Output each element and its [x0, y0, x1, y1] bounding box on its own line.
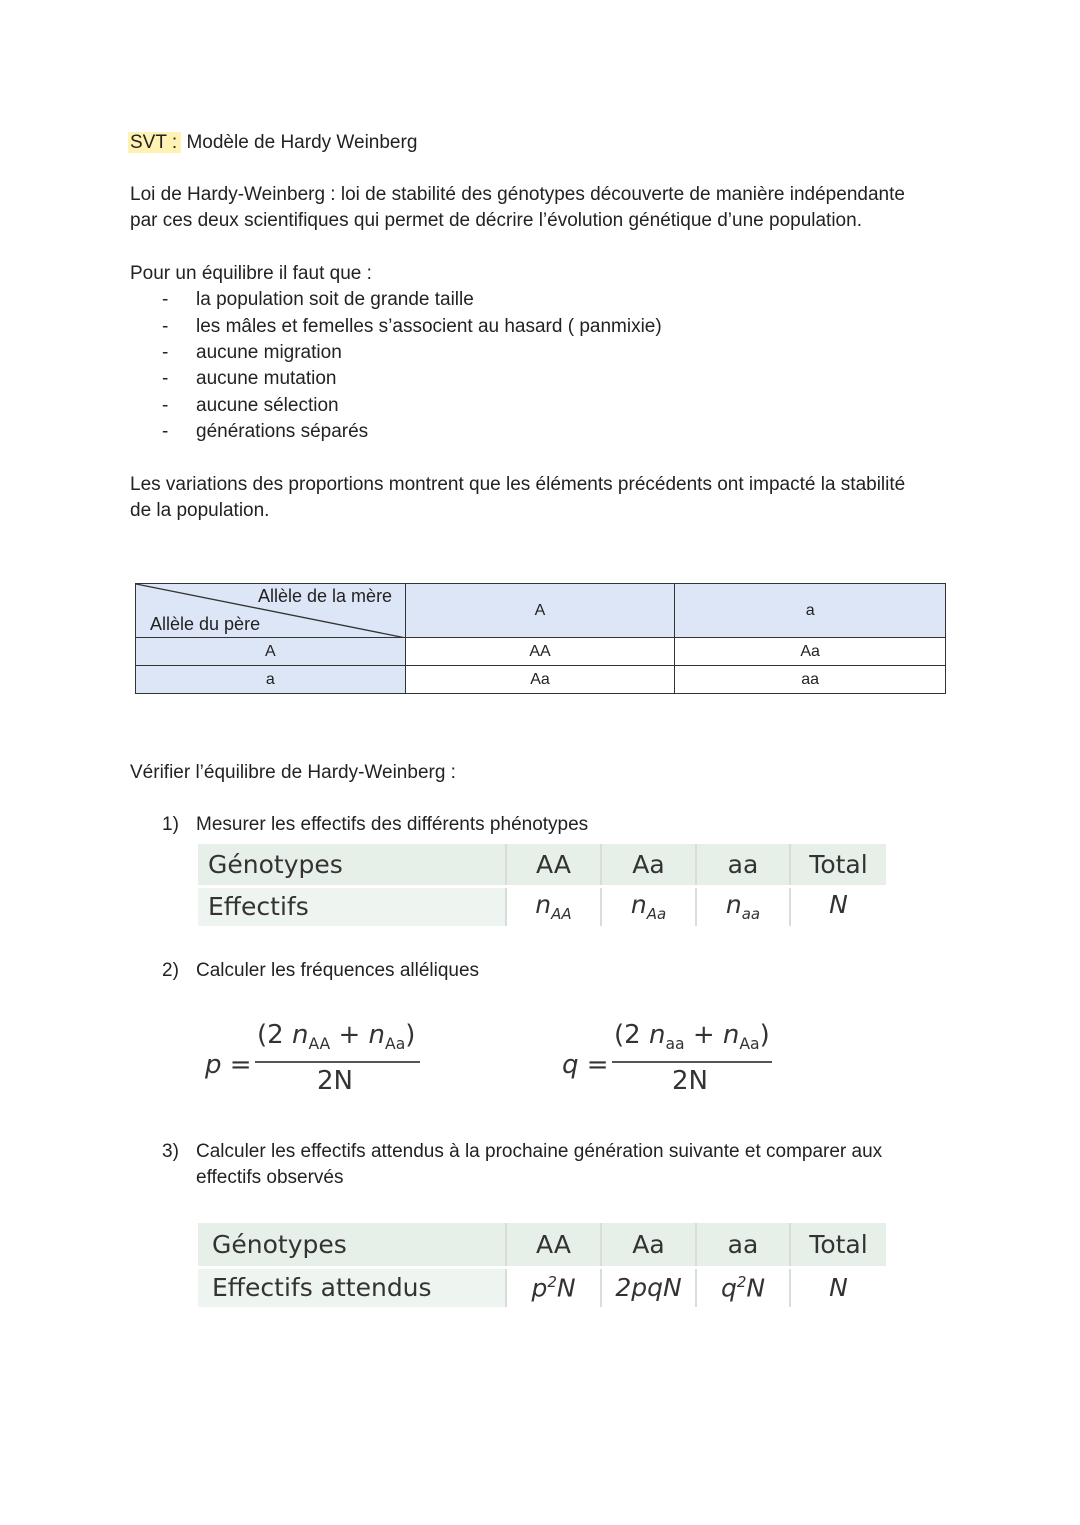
step-3-text-line-1: Calculer les effectifs attendus à la prochaine génération suivante et comparer aux — [196, 1141, 883, 1162]
punnett-square — [135, 583, 946, 694]
step-2-text: Calculer les fréquences alléliques — [196, 960, 480, 981]
condition-item: aucune mutation — [196, 368, 337, 389]
punnett-cell: AA — [405, 638, 675, 666]
table-cell: N — [790, 886, 886, 926]
punnett-corner-cell — [136, 584, 406, 638]
table-col-header: Total — [790, 844, 886, 886]
formula-numerator: (2 $n_{AA} + n_{Aa}$) — [257, 1020, 416, 1054]
genotype-count-table — [198, 844, 886, 926]
punnett-cell: Aa — [405, 666, 675, 694]
table-cell: $n_{AA}$ — [506, 886, 601, 926]
variations-line-1: Les variations des proportions montrent que les éléments précédents ont impacté la stabilité — [130, 474, 906, 495]
intro-line-2: par ces deux scientifiques qui permet de décrire l’évolution génétique d’une population. — [130, 210, 862, 231]
punnett-col-header: A — [405, 584, 675, 638]
table-col-header: Total — [790, 1223, 886, 1267]
formula-lhs: q = — [562, 1050, 609, 1080]
table-cell: $p^2N$ — [506, 1267, 601, 1307]
table-col-header: AA — [506, 844, 601, 886]
table-cell: $q^2N$ — [696, 1267, 790, 1307]
punnett-col-header: a — [675, 584, 946, 638]
variations-line-2: de la population. — [130, 500, 270, 521]
expected-count-table — [198, 1223, 886, 1307]
punnett-row-header: A — [136, 638, 406, 666]
formula-denominator: 2N — [317, 1066, 353, 1096]
table-row-label: Effectifs attendus — [198, 1267, 506, 1307]
formula-denominator: 2N — [672, 1066, 708, 1096]
table-col-header: Aa — [601, 1223, 696, 1267]
table-header-label: Génotypes — [198, 1223, 506, 1267]
step-number: 2) — [162, 960, 179, 981]
condition-item: les mâles et femelles s’associent au hasard ( panmixie) — [196, 316, 662, 337]
condition-item: aucune migration — [196, 342, 342, 363]
bullet-dash: - — [162, 316, 169, 337]
corner-label-mother: Allèle de la mère — [258, 586, 393, 606]
bullet-dash: - — [162, 368, 169, 389]
bullet-dash: - — [162, 395, 169, 416]
table-col-header: aa — [696, 844, 790, 886]
step-1-text: Mesurer les effectifs des différents phénotypes — [196, 814, 589, 835]
step-number: 3) — [162, 1141, 179, 1162]
bullet-dash: - — [162, 421, 169, 442]
punnett-cell: aa — [675, 666, 946, 694]
condition-item: générations séparés — [196, 421, 369, 442]
step-number: 1) — [162, 814, 179, 835]
step-3-text-line-2: effectifs observés — [196, 1167, 344, 1188]
bullet-dash: - — [162, 342, 169, 363]
table-col-header: Aa — [601, 844, 696, 886]
formula-p — [205, 1020, 425, 1100]
page-title — [128, 130, 417, 156]
formula-lhs: p = — [205, 1050, 252, 1080]
formula-q — [562, 1020, 777, 1100]
table-cell: $n_{aa}$ — [696, 886, 790, 926]
table-cell: N — [790, 1267, 886, 1307]
table-col-header: aa — [696, 1223, 790, 1267]
subject-highlight: SVT : — [128, 132, 181, 153]
fraction-bar — [255, 1061, 420, 1063]
bullet-dash: - — [162, 289, 169, 310]
table-cell: $n_{Aa}$ — [601, 886, 696, 926]
corner-label-father: Allèle du père — [150, 614, 261, 634]
punnett-cell: Aa — [675, 638, 946, 666]
table-col-header: AA — [506, 1223, 601, 1267]
title-text: Modèle de Hardy Weinberg — [186, 132, 418, 153]
conditions-lead: Pour un équilibre il faut que : — [130, 263, 372, 284]
table-row-label: Effectifs — [198, 886, 506, 926]
verify-title: Vérifier l’équilibre de Hardy-Weinberg : — [130, 762, 456, 783]
fraction-bar — [612, 1061, 772, 1063]
punnett-row-header: a — [136, 666, 406, 694]
table-cell: 2pqN — [601, 1267, 696, 1307]
intro-line-1: Loi de Hardy-Weinberg : loi de stabilité des génotypes découverte de manière indépendante — [130, 184, 905, 205]
condition-item: aucune sélection — [196, 395, 339, 416]
table-header-label: Génotypes — [198, 844, 506, 886]
condition-item: la population soit de grande taille — [196, 289, 474, 310]
formula-numerator: (2 $n_{aa} + n_{Aa}$) — [614, 1020, 770, 1054]
